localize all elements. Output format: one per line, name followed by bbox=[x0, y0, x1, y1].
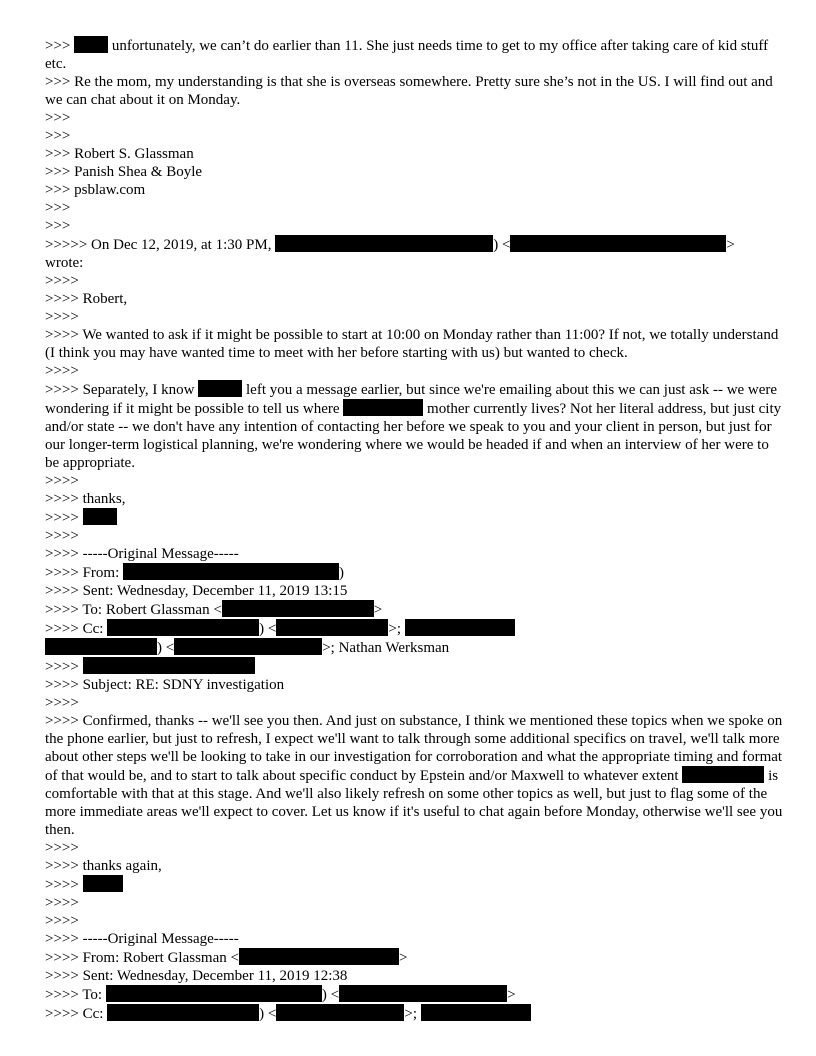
email-text: >>>> Sent: Wednesday, December 11, 2019 13:15 bbox=[45, 583, 348, 599]
email-text: >>>> bbox=[45, 273, 79, 289]
redaction-bar bbox=[405, 619, 515, 636]
email-line bbox=[45, 857, 785, 875]
redaction-bar bbox=[682, 766, 764, 783]
email-line bbox=[45, 254, 785, 272]
email-text: is comfortable with that at this stage. And we'll also likely refresh on some other topics as well, but just to flag some of the more immediate areas we'll expect to cover. Let us know if it's useful to chat again before Monday, otherwise we'll see you then. bbox=[45, 768, 783, 838]
redaction-bar bbox=[275, 235, 493, 252]
email-text: >>> bbox=[45, 200, 71, 216]
email-line bbox=[45, 199, 785, 217]
email-line bbox=[45, 217, 785, 235]
email-line bbox=[45, 308, 785, 326]
email-text: ) < bbox=[321, 987, 340, 1003]
email-line bbox=[45, 912, 785, 930]
email-line bbox=[45, 235, 785, 254]
email-line bbox=[45, 930, 785, 948]
redaction-bar bbox=[106, 985, 322, 1002]
email-text: >>>> bbox=[45, 528, 79, 544]
email-line bbox=[45, 676, 785, 694]
email-text: >>> Re the mom, my understanding is that she is overseas somewhere. Pretty sure she’s not in the US. I will find out and we can chat about it on Monday. bbox=[45, 74, 773, 108]
email-text: >>>> Sent: Wednesday, December 11, 2019 12:38 bbox=[45, 968, 348, 984]
email-text: >>>> From: bbox=[45, 565, 124, 581]
email-text: > bbox=[507, 987, 516, 1003]
email-line bbox=[45, 527, 785, 545]
email-line bbox=[45, 181, 785, 199]
redaction-bar bbox=[339, 985, 507, 1002]
redaction-bar bbox=[107, 619, 259, 636]
email-text: >>>> thanks, bbox=[45, 491, 126, 507]
redaction-bar bbox=[123, 563, 339, 580]
email-text: >>>> bbox=[45, 840, 79, 856]
email-text: ) < bbox=[259, 621, 277, 637]
email-line bbox=[45, 839, 785, 857]
email-line bbox=[45, 472, 785, 490]
email-line bbox=[45, 73, 785, 109]
redaction-bar bbox=[343, 399, 423, 416]
email-line bbox=[45, 582, 785, 600]
email-text: >>>> bbox=[45, 695, 79, 711]
email-text: >>>> bbox=[45, 510, 83, 526]
email-text: >>>>> On Dec 12, 2019, at 1:30 PM, bbox=[45, 237, 276, 253]
email-line bbox=[45, 638, 785, 657]
email-line bbox=[45, 657, 785, 676]
email-line bbox=[45, 875, 785, 894]
email-line bbox=[45, 326, 785, 362]
email-text: >>>> Confirmed, thanks -- we'll see you then. And just on substance, I think we mentioned these topics when we spoke on the phone earlier, but just to refresh, I expect we'll want to talk through some additional specifics on travel, we'll talk more about other steps we'll be looking to take in our investigation for corroboration and what the appropriate timing and format of that would be, and to start to talk about specific conduct by Epstein and/or Maxwell to whatever extent bbox=[45, 713, 783, 784]
email-text: ) < bbox=[259, 1006, 277, 1022]
redaction-bar bbox=[239, 948, 399, 965]
email-text: > bbox=[398, 950, 408, 966]
email-text: >>> bbox=[45, 128, 71, 144]
email-text: >; Nathan Werksman bbox=[322, 640, 450, 656]
email-line bbox=[45, 380, 785, 472]
email-line bbox=[45, 272, 785, 290]
redaction-bar bbox=[83, 508, 117, 525]
email-line bbox=[45, 109, 785, 127]
email-text: >>>> bbox=[45, 363, 79, 379]
email-thread bbox=[45, 36, 785, 1023]
email-line bbox=[45, 508, 785, 527]
email-line bbox=[45, 694, 785, 712]
email-text: >>> bbox=[45, 38, 75, 54]
redaction-bar bbox=[276, 1004, 404, 1021]
redaction-bar bbox=[83, 875, 123, 892]
email-line bbox=[45, 1004, 785, 1023]
email-line bbox=[45, 490, 785, 508]
email-text: >>> bbox=[45, 110, 71, 126]
email-text: ) < bbox=[493, 237, 511, 253]
email-text: left you a message earlier, but since we're emailing about this we can just ask -- we were wondering if it might be possible to tell us where bbox=[45, 382, 778, 417]
email-text: >; bbox=[388, 621, 405, 637]
redaction-bar bbox=[45, 638, 157, 655]
email-line bbox=[45, 985, 785, 1004]
email-line bbox=[45, 145, 785, 163]
email-text: >>>> bbox=[45, 473, 79, 489]
email-line bbox=[45, 362, 785, 380]
email-text: >>>> Subject: RE: SDNY investigation bbox=[45, 677, 285, 693]
email-text: >>>> -----Original Message----- bbox=[45, 546, 239, 562]
redaction-bar bbox=[83, 657, 255, 674]
redaction-bar bbox=[276, 619, 388, 636]
email-text: >>>> To: bbox=[45, 987, 106, 1003]
email-text: >>>> Cc: bbox=[45, 621, 108, 637]
email-line bbox=[45, 967, 785, 985]
email-text: unfortunately, we can’t do earlier than 11. She just needs time to get to my office after taking care of kid stuff etc. bbox=[45, 38, 769, 72]
email-text: wrote: bbox=[45, 255, 84, 271]
email-line bbox=[45, 894, 785, 912]
redaction-bar bbox=[74, 36, 108, 53]
redaction-bar bbox=[198, 380, 242, 397]
redaction-bar bbox=[421, 1004, 531, 1021]
email-text: >>>> -----Original Message----- bbox=[45, 931, 239, 947]
email-text: >>>> Robert, bbox=[45, 291, 128, 307]
email-line bbox=[45, 600, 785, 619]
email-line bbox=[45, 36, 785, 73]
email-text: >>>> bbox=[45, 309, 79, 325]
email-line bbox=[45, 545, 785, 563]
email-line bbox=[45, 127, 785, 145]
redaction-bar bbox=[222, 600, 374, 617]
email-line bbox=[45, 712, 785, 839]
email-text: >>> Robert S. Glassman bbox=[45, 146, 194, 162]
email-line bbox=[45, 948, 785, 967]
email-text: > bbox=[373, 602, 383, 618]
email-line bbox=[45, 163, 785, 181]
email-text: >>>> To: Robert Glassman < bbox=[45, 602, 222, 618]
email-text: ) bbox=[339, 565, 345, 581]
email-text: >>>> thanks again, bbox=[45, 858, 162, 874]
redaction-bar bbox=[107, 1004, 259, 1021]
email-text: mother currently lives? Not her literal address, but just city and/or state -- we don't have any intention of contacting her before we speak to you and your client in person, but just for our longer-term logistical planning, we're wondering where we would be headed if and when an interview of her were to be appropriate. bbox=[45, 401, 782, 471]
email-text: > bbox=[726, 237, 735, 253]
redaction-bar bbox=[510, 235, 726, 252]
email-text: >>> Panish Shea & Boyle bbox=[45, 164, 203, 180]
email-line bbox=[45, 563, 785, 582]
email-text: >>>> Separately, I know bbox=[45, 382, 199, 398]
redaction-bar bbox=[174, 638, 322, 655]
email-text: >>>> bbox=[45, 659, 83, 675]
email-text: >>>> Cc: bbox=[45, 1006, 108, 1022]
email-text: >>>> bbox=[45, 913, 79, 929]
email-text: >>> psblaw.com bbox=[45, 182, 146, 198]
email-text: >>> bbox=[45, 218, 71, 234]
email-text: >>>> From: Robert Glassman < bbox=[45, 950, 239, 966]
email-text: >; bbox=[404, 1006, 421, 1022]
email-text: ) < bbox=[157, 640, 175, 656]
email-text: >>>> We wanted to ask if it might be possible to start at 10:00 on Monday rather than 11:00? If not, we totally understand (I think you may have wanted time to meet with her before starting with us) but wanted to check. bbox=[45, 327, 779, 361]
email-line bbox=[45, 619, 785, 638]
email-text: >>>> bbox=[45, 877, 83, 893]
email-line bbox=[45, 290, 785, 308]
email-text: >>>> bbox=[45, 895, 79, 911]
